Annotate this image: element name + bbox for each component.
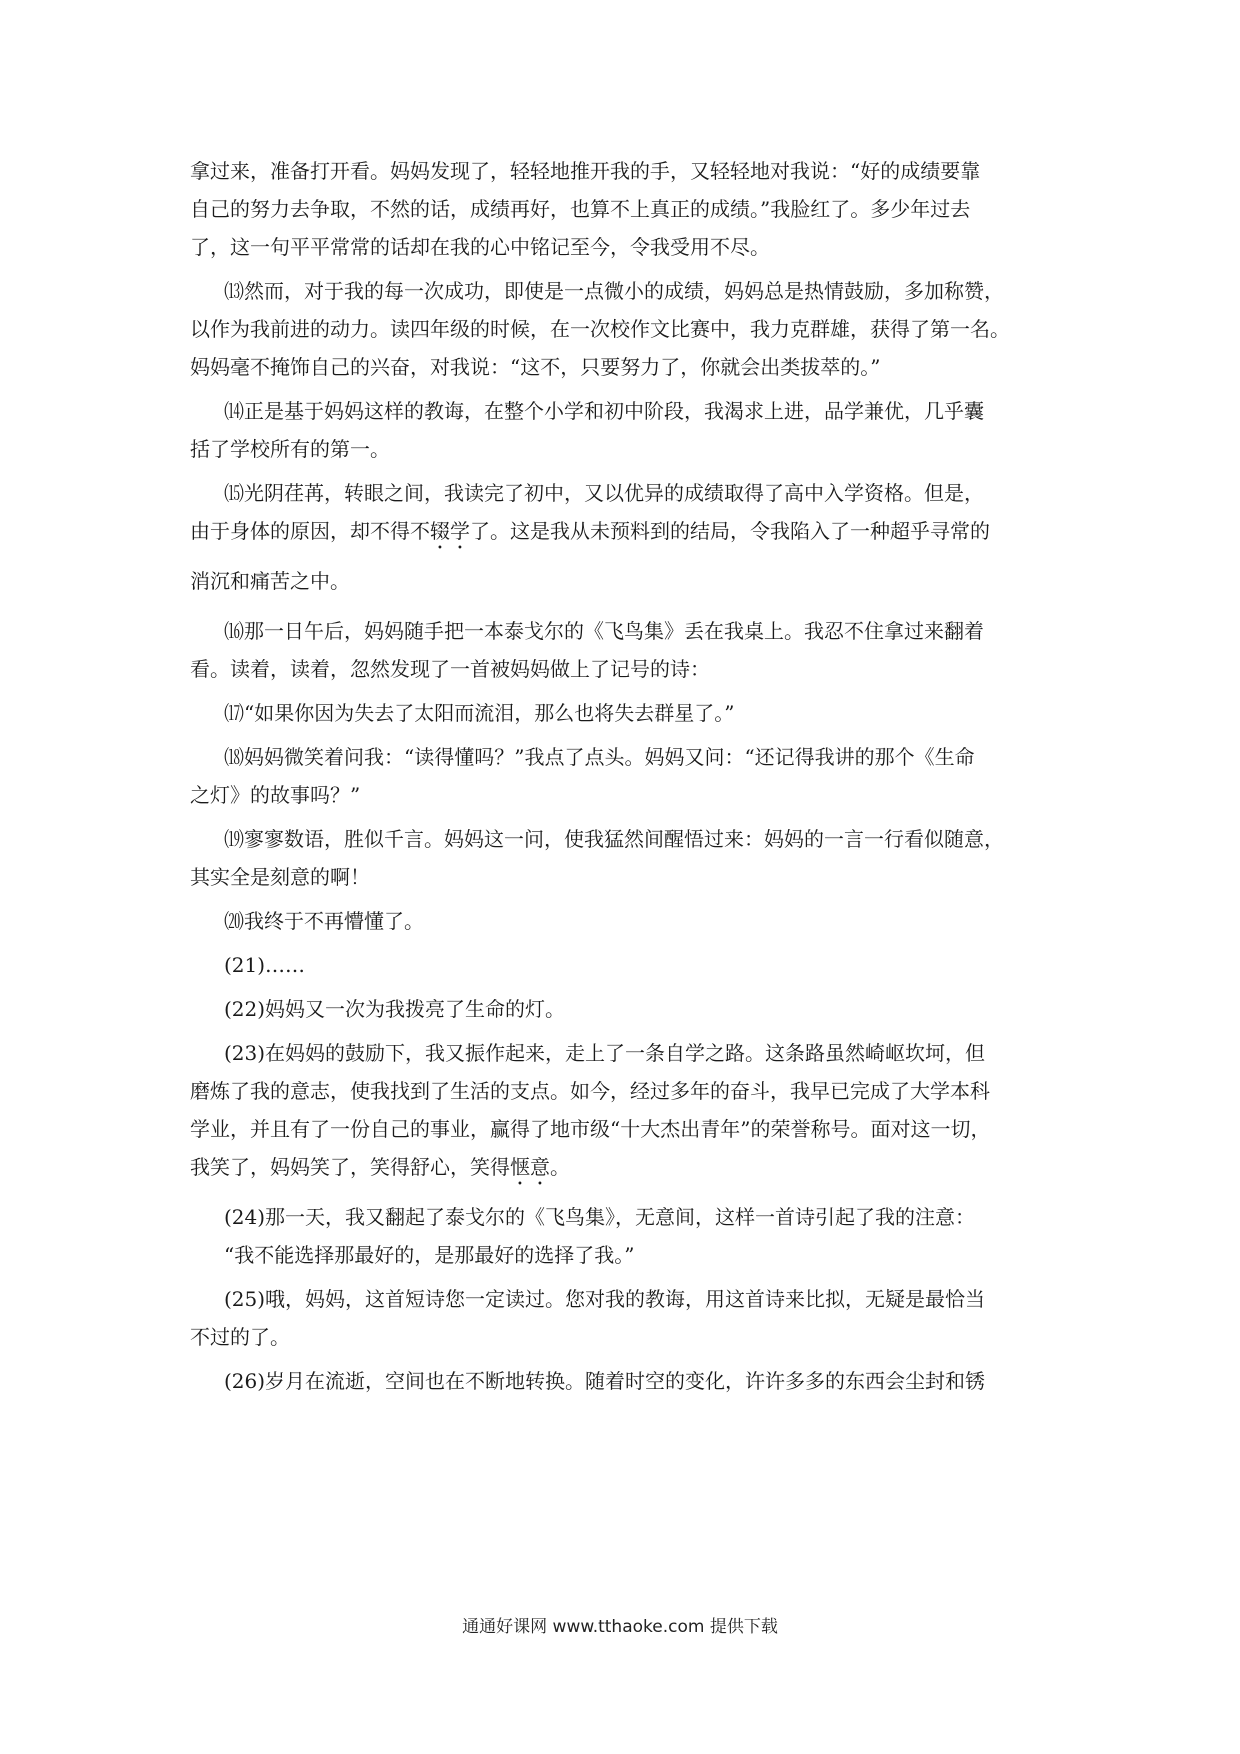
text-line: ⒃那一日午后，妈妈随手把一本泰戈尔的《飞鸟集》丢在我桌上。我忍不住拿过来翻着 [224,619,984,643]
paragraph-23 [190,1034,1055,1186]
text-line: 其实全是刻意的啊！ [190,865,370,889]
text-line: 了，这一句平平常常的话却在我的心中铭记至今，令我受用不尽。 [190,235,770,259]
text-line: ⒆寥寥数语，胜似千言。妈妈这一问，使我猛然间醒悟过来：妈妈的一言一行看似随意， [224,827,1004,851]
text-line: 以作为我前进的动力。读四年级的时候，在一次校作文比赛中，我力克群雄，获得了第一名。 [190,317,1010,341]
paragraph-13 [190,272,1055,386]
paragraph-25 [190,1280,1055,1356]
text-line: (24)那一天，我又翻起了泰戈尔的《飞鸟集》，无意间，这样一首诗引起了我的注意： [224,1205,976,1229]
text-line: ⒂光阴荏苒，转眼之间，我读完了初中，又以优异的成绩取得了高中入学资格。但是， [224,481,984,505]
text-line: 之灯》的故事吗？” [190,783,361,807]
text-line-emphasis [190,512,1055,550]
text-line: 自己的努力去争取，不然的话，成绩再好，也算不上真正的成绩。”我脸红了。多少年过去 [190,197,971,221]
text-line: 学业，并且有了一份自己的事业，赢得了地市级“十大杰出青年”的荣誉称号。面对这一切， [190,1117,991,1141]
text-segment: 了。这是我从未预料到的结局，令我陷入了一种超乎寻常的 [470,519,990,543]
article-body [190,152,1055,1400]
paragraph-24 [190,1198,1055,1274]
text-line: ⒀然而，对于我的每一次成功，即使是一点微小的成绩，妈妈总是热情鼓励，多加称赞， [224,279,1004,303]
text-line: (22)妈妈又一次为我拨亮了生命的灯。 [224,997,566,1021]
paragraph-26 [190,1362,1055,1400]
text-segment: 。 [550,1155,570,1179]
text-line: 妈妈毫不掩饰自己的兴奋，对我说：“这不，只要努力了，你就会出类拔萃的。” [190,355,881,379]
paragraph-16 [190,612,1055,688]
paragraph-17 [190,694,1055,732]
emphasized-word: 惬意 [510,1155,550,1179]
text-segment: 由于身体的原因，却不得不 [190,519,430,543]
paragraph-15 [190,474,1055,600]
text-segment: 我笑了，妈妈笑了，笑得舒心，笑得 [190,1155,510,1179]
emphasized-word: 辍学 [430,519,470,543]
paragraph-continued [190,152,1055,266]
text-line: 括了学校所有的第一。 [190,437,390,461]
footer-watermark: 通通好课网 www.tthaoke.com 提供下载 [462,1617,778,1637]
text-line: 拿过来，准备打开看。妈妈发现了，轻轻地推开我的手，又轻轻地对我说：“好的成绩要靠 [190,159,981,183]
paragraph-14 [190,392,1055,468]
text-line-emphasis [190,1148,1055,1186]
poem-quote: “我不能选择那最好的，是那最好的选择了我。” [224,1243,635,1267]
paragraph-21 [190,946,1055,984]
text-line: ⒅妈妈微笑着问我：“读得懂吗？”我点了点头。妈妈又问：“还记得我讲的那个《生命 [224,745,975,769]
text-line: (21)…… [224,953,306,977]
text-line: ⒇我终于不再懵懂了。 [224,909,424,933]
text-line: ⒄“如果你因为失去了太阳而流泪，那么也将失去群星了。” [224,701,735,725]
paragraph-18 [190,738,1055,814]
paragraph-20 [190,902,1055,940]
text-line: (26)岁月在流逝，空间也在不断地转换。随着时空的变化，许许多多的东西会尘封和锈 [224,1369,986,1393]
text-line: 看。读着，读着，忽然发现了一首被妈妈做上了记号的诗： [190,657,710,681]
text-line: 磨炼了我的意志，使我找到了生活的支点。如今，经过多年的奋斗，我早已完成了大学本科 [190,1079,990,1103]
text-line: (23)在妈妈的鼓励下，我又振作起来，走上了一条自学之路。这条路虽然崎岖坎坷，但 [224,1041,986,1065]
text-line: 不过的了。 [190,1325,290,1349]
paragraph-19 [190,820,1055,896]
text-line: 消沉和痛苦之中。 [190,569,350,593]
paragraph-22 [190,990,1055,1028]
text-line: (25)哦，妈妈，这首短诗您一定读过。您对我的教诲，用这首诗来比拟，无疑是最恰当 [224,1287,986,1311]
text-line: ⒁正是基于妈妈这样的教诲，在整个小学和初中阶段，我渴求上进，品学兼优，几乎囊 [224,399,984,423]
